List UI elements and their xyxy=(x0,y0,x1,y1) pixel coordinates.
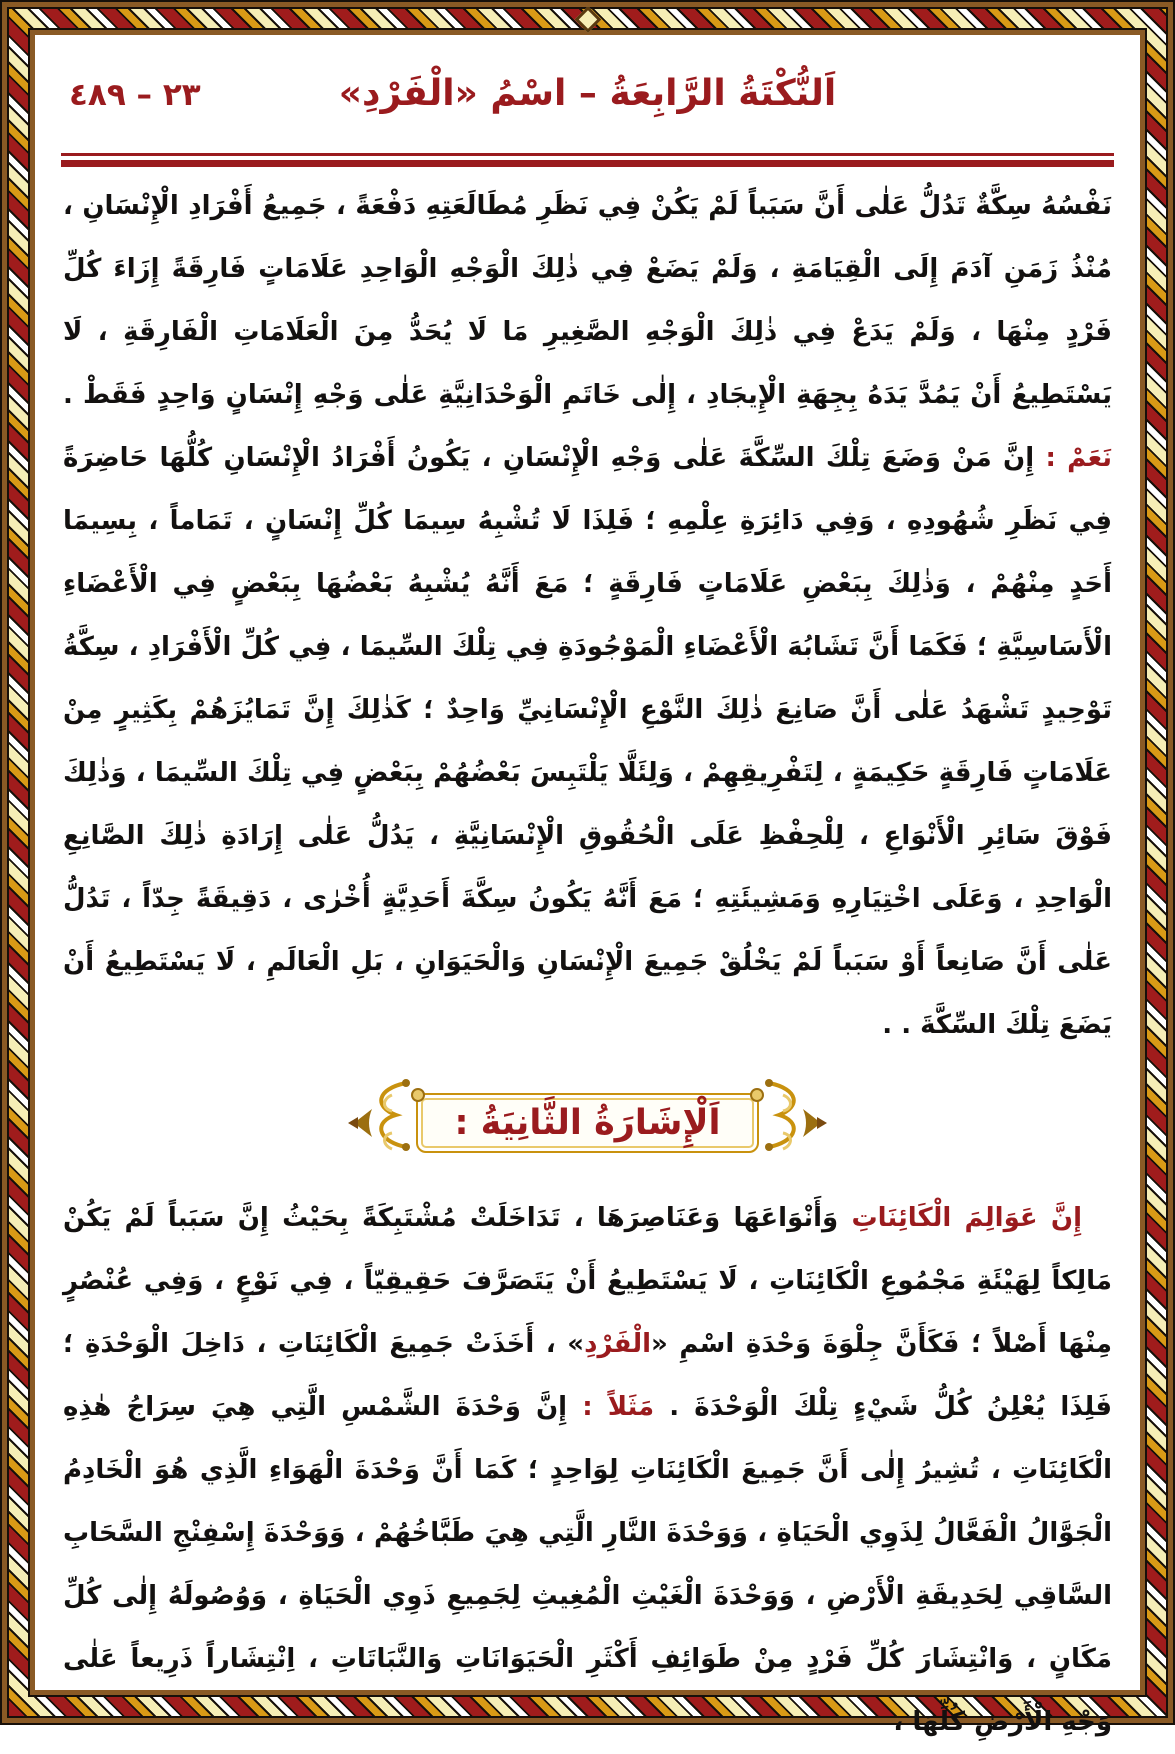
page-number: ٢٣ – ٤٨٩ xyxy=(69,77,201,113)
fleur-flourish-icon xyxy=(346,1075,412,1171)
section-heading: اَلْإِشَارَةُ الثَّانِيَةُ : xyxy=(454,1103,721,1143)
page-header xyxy=(61,55,1114,139)
paragraph-1: نَفْسُهُ سِكَّةٌ تَدُلُّ عَلٰى أَنَّ سَبَباً لَمْ يَكُنْ فِي نَظَرِ مُطَالَعَتِهِ دَفْعَةً ، جَمِيعُ أَفْرَادِ الْإِنْسَانِ ، مُنْذُ زَمَنِ آدَمَ إِلَى الْقِيَامَةِ ، وَلَمْ يَضَعْ فِي ذٰلِكَ الْوَجْهِ الْوَاحِدِ عَلَامَاتٍ فَارِقَةً إِزَاءَ كُلِّ فَرْدٍ مِنْهَا ، وَلَمْ يَدَعْ فِي ذٰلِكَ الْوَجْهِ الصَّغِيرِ مَا لَا يُحَدُّ مِنَ الْعَلَامَاتِ الْفَارِقَةِ ، لَا يَسْتَطِيعُ أَنْ يَمُدَّ يَدَهُ بِجِهَةِ الْإِيجَادِ ، إِلٰى خَاتَمِ الْوَحْدَانِيَّةِ عَلٰى وَجْهِ إِنْسَانٍ وَاحِدٍ فَقَطْ . نَعَمْ : إِنَّ مَنْ وَضَعَ تِلْكَ السِّكَّةَ عَلٰى وَجْهِ الْإِنْسَانِ ، يَكُونُ أَفْرَادُ الْإِنْسَانِ كُلُّهَا حَاضِرَةً فِي نَظَرِ شُهُودِهِ ، وَفِي دَائِرَةِ عِلْمِهِ ؛ فَلِذَا لَا تُشْبِهُ سِيمَا كُلِّ إِنْسَانٍ ، تَمَاماً ، بِسِيمَا أَحَدٍ مِنْهُمْ ، وَذٰلِكَ بِبَعْضِ عَلَامَاتٍ فَارِقَةٍ ؛ مَعَ أَنَّهُ يُشْبِهُ بَعْضُهَا بِبَعْضٍ فِي الْأَعْضَاءِ الْأَسَاسِيَّةِ ؛ فَكَمَا أَنَّ تَشَابُهَ الْأَعْضَاءِ الْمَوْجُودَةِ فِي تِلْكَ السِّيمَا ، فِي كُلِّ الْأَفْرَادِ ، سِكَّةُ تَوْحِيدٍ تَشْهَدُ عَلٰى أَنَّ صَانِعَ ذٰلِكَ النَّوْعِ الْإِنْسَانِيِّ وَاحِدٌ ؛ كَذٰلِكَ إِنَّ تَمَايُزَهُمْ بِكَثِيرٍ مِنْ عَلَامَاتٍ فَارِقَةٍ حَكِيمَةٍ ، لِتَفْرِيقِهِمْ ، وَلِئَلَّا يَلْتَبِسَ بَعْضُهُمْ بِبَعْضٍ فِي تِلْكَ السِّيمَا ، وَذٰلِكَ فَوْقَ سَائِرِ الْأَنْوَاعِ ، لِلْحِفْظِ عَلَى الْحُقُوقِ الْإِنْسَانِيَّةِ ، يَدُلُّ عَلٰى إِرَادَةِ ذٰلِكَ الصَّانِعِ الْوَاحِدِ ، وَعَلَى اخْتِيَارِهِ وَمَشِيئَتِهِ ؛ مَعَ أَنَّهُ يَكُونُ سِكَّةَ أَحَدِيَّةٍ أُخْرٰى ، دَقِيقَةً جِدّاً ، تَدُلُّ عَلٰى أَنَّ صَانِعاً أَوْ سَبَباً لَمْ يَخْلُقْ جَمِيعَ الْإِنْسَانِ وَالْحَيَوَانِ ، بَلِ الْعَالَمِ ، لَا يَسْتَطِيعُ أَنْ يَضَعَ تِلْكَ السِّكَّةَ . . xyxy=(63,191,1113,1040)
document-page xyxy=(35,35,1140,1737)
heading-frame xyxy=(416,1093,758,1153)
paragraph-2: إِنَّ عَوَالِمَ الْكَائِنَاتِ وَأَنْوَاعَهَا وَعَنَاصِرَهَا ، تَدَاخَلَتْ مُشْتَبِكَةً بِحَيْثُ إِنَّ سَبَباً لَمْ يَكُنْ مَالِكاً لِهَيْئَةِ مَجْمُوعِ الْكَائِنَاتِ ، لَا يَسْتَطِيعُ أَنْ يَتَصَرَّفَ حَقِيقِيّاً ، فِي نَوْعٍ ، وَفِي عُنْصُرٍ مِنْهَا أَصْلاً ؛ فَكَأَنَّ جِلْوَةَ وَحْدَةِ اسْمِ «الْفَرْدِ» ، أَخَذَتْ جَمِيعَ الْكَائِنَاتِ ، دَاخِلَ الْوَحْدَةِ ؛ فَلِذَا يُعْلِنُ كُلُّ شَيْءٍ تِلْكَ الْوَحْدَةَ . مَثَلاً : إِنَّ وَحْدَةَ الشَّمْسِ الَّتِي هِيَ سِرَاجُ هٰذِهِ الْكَائِنَاتِ ، تُشِيرُ إِلٰى أَنَّ جَمِيعَ الْكَائِنَاتِ لِوَاحِدٍ ؛ كَمَا أَنَّ وَحْدَةَ الْهَوَاءِ الَّذِي هُوَ الْخَادِمُ الْجَوَّالُ الْفَعَّالُ لِذَوِي الْحَيَاةِ ، وَوَحْدَةَ النَّارِ الَّتِي هِيَ طَبَّاخُهُمْ ، وَوَحْدَةَ إِسْفِنْجِ السَّحَابِ السَّاقِي لِحَدِيقَةِ الْأَرْضِ ، وَوَحْدَةَ الْغَيْثِ الْمُغِيثِ لِجَمِيعِ ذَوِي الْحَيَاةِ ، وَوُصُولَهُ إِلٰى كُلِّ مَكَانٍ ، وَانْتِشَارَ كُلِّ فَرْدٍ مِنْ طَوَائِفِ أَكْثَرِ الْحَيَوَانَاتِ وَالنَّبَاتَاتِ ، اِنْتِشَاراً ذَرِيعاً عَلٰى وَجْهِ الْأَرْضِ كُلِّهَا ، xyxy=(63,1203,1112,1737)
header-rule-thin xyxy=(61,153,1114,156)
fleur-flourish-icon xyxy=(763,1075,829,1171)
header-rule-thick xyxy=(61,160,1114,167)
page-title: اَلنُّكْتَةُ الرَّابِعَةُ – اسْمُ «الْفَرْدِ» xyxy=(338,73,837,114)
section-ornament xyxy=(61,1067,1114,1179)
